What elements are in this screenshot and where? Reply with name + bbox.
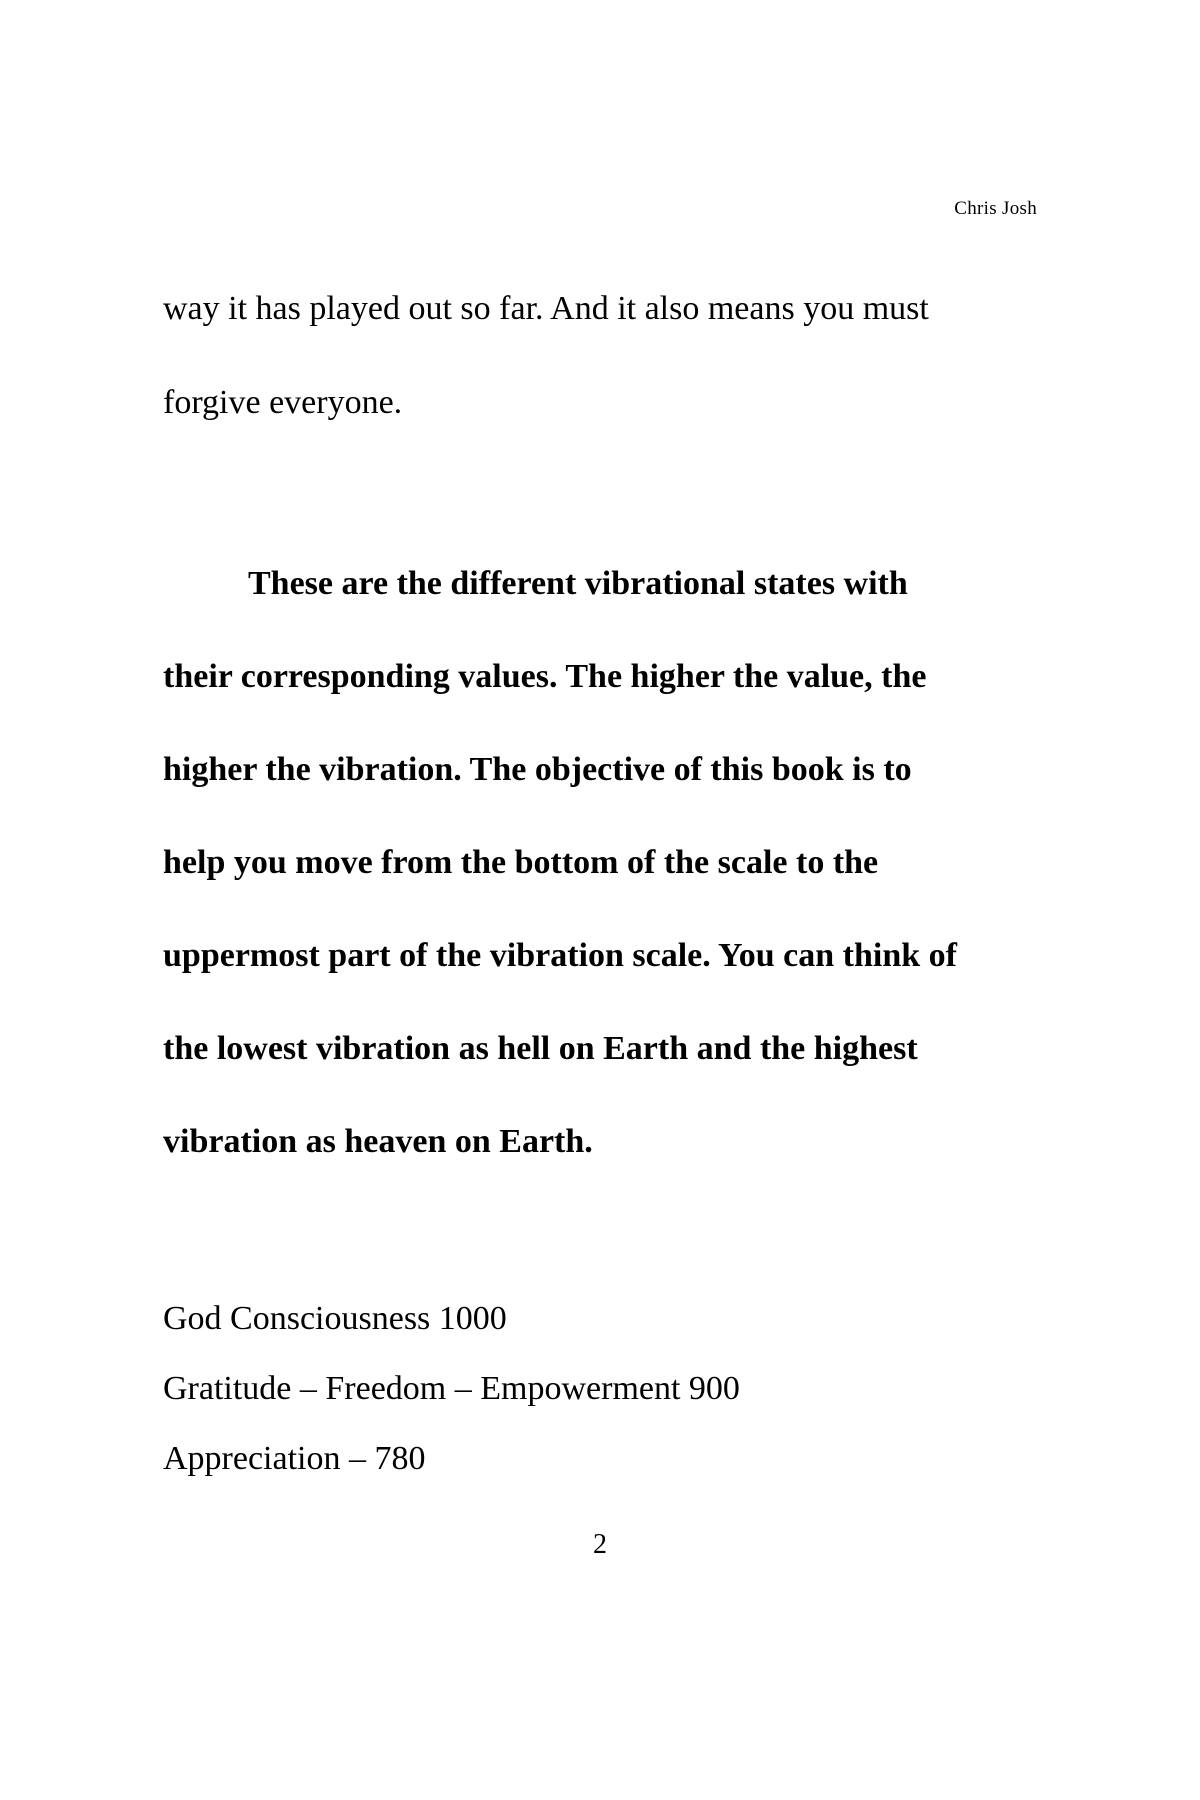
page-header bbox=[163, 196, 1037, 222]
bold-paragraph bbox=[163, 537, 1140, 1188]
text-line: the lowest vibration as hell on Earth and the highest bbox=[163, 1030, 918, 1067]
text-line: higher the vibration. The objective of this book is to bbox=[163, 751, 912, 788]
author-name: Chris Josh bbox=[954, 198, 1037, 219]
text-line: uppermost part of the vibration scale. You can think of bbox=[163, 937, 957, 974]
page-number: 2 bbox=[593, 1529, 607, 1560]
text-line: forgive everyone. bbox=[163, 384, 403, 421]
vibration-scale-list bbox=[163, 1284, 1140, 1494]
text-line: their corresponding values. The higher the value, the bbox=[163, 658, 927, 695]
scale-item: Appreciation – 780 bbox=[163, 1440, 426, 1477]
scale-item: Gratitude – Freedom – Empowerment 900 bbox=[163, 1370, 740, 1407]
text-line: way it has played out so far. And it also means you must bbox=[163, 290, 929, 327]
text-line: These are the different vibrational states with bbox=[248, 565, 908, 602]
text-line: help you move from the bottom of the scale to the bbox=[163, 844, 879, 881]
body-paragraph-continuation bbox=[163, 262, 1140, 450]
page-footer bbox=[0, 1528, 1200, 1562]
text-line: vibration as heaven on Earth. bbox=[163, 1123, 593, 1160]
scale-item: God Consciousness 1000 bbox=[163, 1300, 507, 1337]
